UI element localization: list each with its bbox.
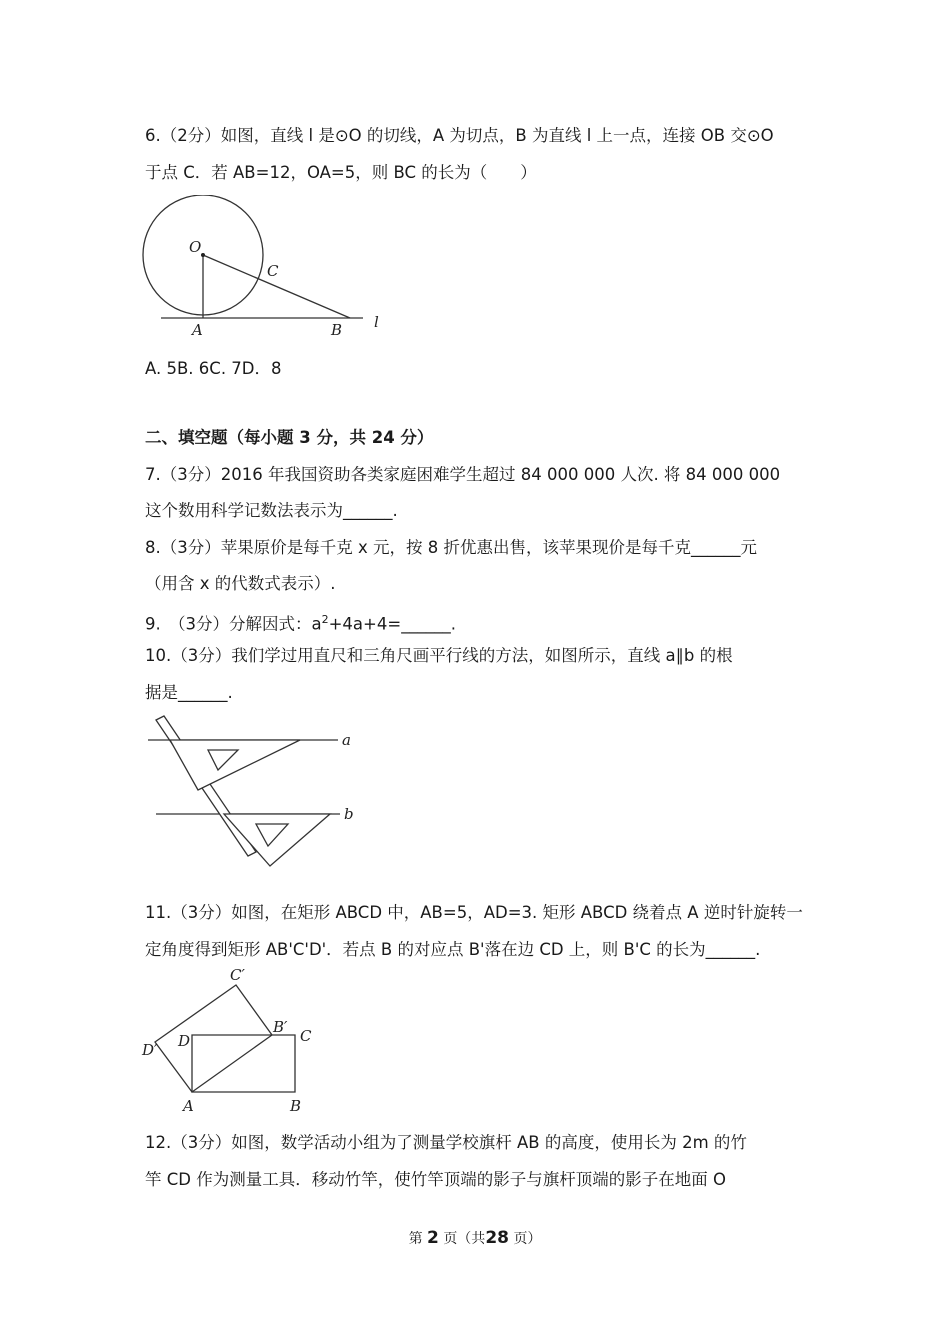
- label-a: A: [183, 1097, 194, 1115]
- label-b: b: [344, 805, 354, 823]
- q12-text-line2: 竿 CD 作为测量工具．移动竹竿，使竹竿顶端的影子与旗杆顶端的影子在地面 O: [145, 1170, 726, 1189]
- label-l: l: [374, 313, 379, 331]
- footer-pre: 第: [408, 1231, 423, 1247]
- label-d-prime: D′: [142, 1041, 158, 1059]
- q6-text-line1: 6.（2分）如图，直线 l 是⊙O 的切线，A 为切点，B 为直线 l 上一点，连接 OB 交⊙O: [145, 126, 774, 145]
- q11-figure-rotated-rectangle: [138, 965, 328, 1120]
- label-c: C: [267, 262, 279, 280]
- q9-suffix: +4a+4=______.: [328, 614, 456, 634]
- label-c-prime: C′: [230, 966, 245, 984]
- q6-text-line2: 于点 C．若 AB=12，OA=5，则 BC 的长为（ ）: [145, 163, 537, 182]
- q8-text-line1: 8.（3分）苹果原价是每千克 x 元，按 8 折优惠出售，该苹果现价是每千克______元: [145, 538, 757, 557]
- label-c: C: [300, 1027, 312, 1045]
- label-a: a: [342, 731, 351, 749]
- q9-text: [145, 609, 456, 636]
- footer-post: 页）: [513, 1231, 542, 1247]
- rectangle-ab-c-d: [155, 985, 272, 1092]
- label-b-prime: B′: [273, 1018, 288, 1036]
- page-number: 2: [427, 1228, 439, 1248]
- q10-text-line1: 10.（3分）我们学过用直尺和三角尺画平行线的方法，如图所示，直线 a∥b 的根: [145, 646, 733, 665]
- q11-text-line2: 定角度得到矩形 AB'C'D'．若点 B 的对应点 B'落在边 CD 上，则 B'C 的长为______.: [145, 940, 761, 959]
- footer-mid: 页（共: [443, 1231, 486, 1247]
- rectangle-abcd: [192, 1035, 295, 1092]
- q9-prefix: 9. （3分）分解因式：a: [145, 614, 322, 634]
- page-total: 28: [485, 1228, 509, 1248]
- q9-exponent: 2: [321, 613, 329, 626]
- q10-text-line2: 据是______.: [145, 683, 233, 702]
- q7-text-line1: 7.（3分）2016 年我国资助各类家庭困难学生超过 84 000 000 人次. 将 84 000 000: [145, 465, 781, 484]
- point-o: [201, 253, 205, 257]
- q6-figure-circle-tangent: [135, 195, 395, 345]
- page-footer: [0, 1228, 950, 1248]
- q7-text-line2: 这个数用科学记数法表示为______.: [145, 501, 398, 520]
- q11-text-line1: 11.（3分）如图，在矩形 ABCD 中，AB=5，AD=3. 矩形 ABCD 绕着点 A 逆时针旋转一: [145, 903, 803, 922]
- section-title: 二、填空题（每小题 3 分，共 24 分）: [145, 428, 434, 447]
- q10-figure-ruler-triangles: [140, 710, 370, 870]
- label-a: A: [192, 321, 203, 339]
- q8-text-line2: （用含 x 的代数式表示）.: [145, 574, 336, 593]
- label-o: O: [189, 238, 202, 256]
- label-b: B: [331, 321, 343, 339]
- label-b: B: [290, 1097, 302, 1115]
- label-d: D: [178, 1032, 191, 1050]
- q12-text-line1: 12.（3分）如图，数学活动小组为了测量学校旗杆 AB 的高度，使用长为 2m 的竹: [145, 1133, 747, 1152]
- q6-options: A. 5B. 6C. 7D．8: [145, 359, 282, 378]
- set-square-upper: [170, 740, 300, 790]
